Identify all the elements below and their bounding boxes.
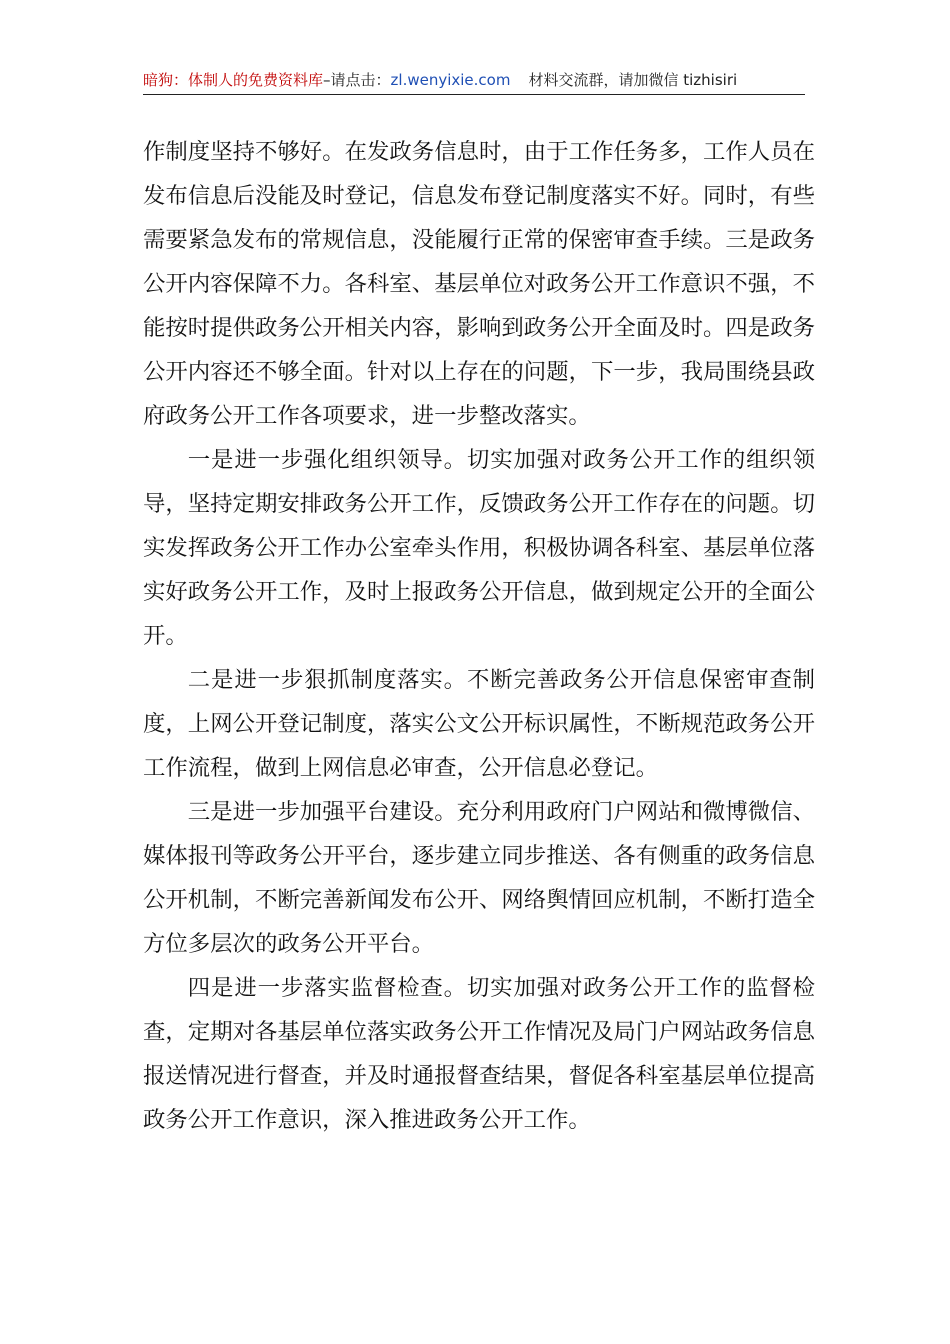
header-group-contact: 材料交流群，请加微信 tizhisiri — [528, 71, 738, 89]
header-brand[interactable]: 暗狗：体制人的免费资料库 — [143, 71, 324, 89]
document-body — [143, 130, 815, 1142]
header-link-prefix: –请点击： — [323, 71, 391, 89]
paragraph-continuation: 作制度坚持不够好。在发政务信息时，由于工作任务多，工作人员在发布信息后没能及时登记，信息发布登记制度落实不好。同时，有些需要紧急发布的常规信息，没能履行正常的保密审查手续。三是政务公开内容保障不力。各科室、基层单位对政务公开工作意识不强，不能按时提供政务公开相关内容，影响到政务公开全面及时。四是政务公开内容还不够全面。针对以上存在的问题，下一步，我局围绕县政府政务公开工作各项要求，进一步整改落实。 — [143, 139, 815, 429]
paragraph-measure-4: 四是进一步落实监督检查。切实加强对政务公开工作的监督检查，定期对各基层单位落实政务公开工作情况及局门户网站政务信息报送情况进行督查，并及时通报督查结果，督促各科室基层单位提高政务公开工作意识，深入推进政务公开工作。 — [143, 975, 815, 1133]
page-header — [143, 66, 805, 95]
paragraph-measure-1: 一是进一步强化组织领导。切实加强对政务公开工作的组织领导，坚持定期安排政务公开工作，反馈政务公开工作存在的问题。切实发挥政务公开工作办公室牵头作用，积极协调各科室、基层单位落实好政务公开工作，及时上报政务公开信息，做到规定公开的全面公开。 — [143, 447, 815, 649]
paragraph-measure-3: 三是进一步加强平台建设。充分利用政府门户网站和微博微信、媒体报刊等政务公开平台，逐步建立同步推送、各有侧重的政务信息公开机制，不断完善新闻发布公开、网络舆情回应机制，不断打造全方位多层次的政务公开平台。 — [143, 799, 815, 957]
paragraph-measure-2: 二是进一步狠抓制度落实。不断完善政务公开信息保密审查制度，上网公开登记制度，落实公文公开标识属性，不断规范政务公开工作流程，做到上网信息必审查，公开信息必登记。 — [143, 667, 815, 781]
header-link-url[interactable]: zl.wenyixie.com — [390, 71, 511, 89]
